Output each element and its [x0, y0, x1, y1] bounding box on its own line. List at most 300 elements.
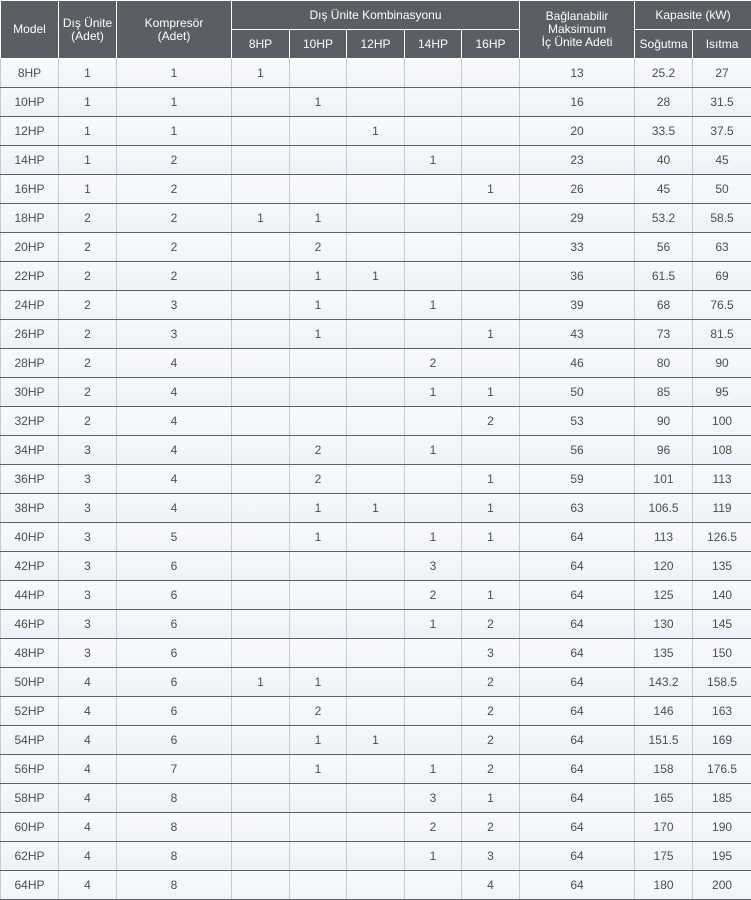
cell-10hp	[290, 175, 347, 204]
cell-max-ic-unite: 64	[520, 755, 635, 784]
cell-dis-unite-adet: 1	[59, 175, 117, 204]
cell-sogutma: 61.5	[635, 262, 693, 291]
cell-14hp: 1	[405, 436, 462, 465]
cell-model: 62HP	[1, 842, 59, 871]
cell-isitma: 185	[693, 784, 751, 813]
cell-8hp	[232, 175, 290, 204]
cell-kompresor-adet: 2	[117, 175, 232, 204]
cell-8hp	[232, 697, 290, 726]
cell-dis-unite-adet: 1	[59, 117, 117, 146]
cell-16hp	[462, 204, 520, 233]
cell-model: 48HP	[1, 639, 59, 668]
cell-16hp	[462, 117, 520, 146]
cell-max-ic-unite: 63	[520, 494, 635, 523]
cell-8hp: 1	[232, 59, 290, 88]
cell-isitma: 200	[693, 871, 751, 900]
cell-sogutma: 80	[635, 349, 693, 378]
cell-dis-unite-adet: 3	[59, 552, 117, 581]
cell-max-ic-unite: 56	[520, 436, 635, 465]
cell-isitma: 95	[693, 378, 751, 407]
cell-dis-unite-adet: 1	[59, 146, 117, 175]
cell-14hp: 1	[405, 842, 462, 871]
cell-14hp	[405, 726, 462, 755]
cell-12hp	[347, 204, 405, 233]
cell-14hp	[405, 465, 462, 494]
table-row	[1, 465, 751, 494]
cell-model: 30HP	[1, 378, 59, 407]
cell-10hp: 1	[290, 726, 347, 755]
cell-16hp: 3	[462, 639, 520, 668]
table-row	[1, 291, 751, 320]
cell-sogutma: 180	[635, 871, 693, 900]
cell-8hp	[232, 349, 290, 378]
cell-dis-unite-adet: 3	[59, 494, 117, 523]
cell-kompresor-adet: 2	[117, 262, 232, 291]
cell-max-ic-unite: 64	[520, 871, 635, 900]
cell-model: 10HP	[1, 88, 59, 117]
cell-8hp: 1	[232, 204, 290, 233]
cell-isitma: 27	[693, 59, 751, 88]
cell-sogutma: 120	[635, 552, 693, 581]
cell-max-ic-unite: 39	[520, 291, 635, 320]
cell-8hp	[232, 465, 290, 494]
cell-14hp	[405, 262, 462, 291]
table-row	[1, 610, 751, 639]
header-8hp: 8HP	[232, 30, 290, 59]
cell-kompresor-adet: 6	[117, 581, 232, 610]
header-kapasite: Kapasite (kW)	[635, 1, 751, 30]
cell-16hp: 2	[462, 668, 520, 697]
cell-isitma: 140	[693, 581, 751, 610]
table-row	[1, 233, 751, 262]
header-sogutma: Soğutma	[635, 30, 693, 59]
cell-dis-unite-adet: 2	[59, 204, 117, 233]
cell-14hp	[405, 639, 462, 668]
cell-isitma: 69	[693, 262, 751, 291]
cell-12hp	[347, 146, 405, 175]
cell-kompresor-adet: 4	[117, 465, 232, 494]
cell-kompresor-adet: 4	[117, 436, 232, 465]
cell-8hp	[232, 639, 290, 668]
cell-isitma: 169	[693, 726, 751, 755]
cell-sogutma: 146	[635, 697, 693, 726]
cell-max-ic-unite: 29	[520, 204, 635, 233]
cell-12hp	[347, 349, 405, 378]
cell-max-ic-unite: 64	[520, 668, 635, 697]
cell-sogutma: 96	[635, 436, 693, 465]
cell-12hp	[347, 755, 405, 784]
cell-model: 64HP	[1, 871, 59, 900]
cell-14hp	[405, 88, 462, 117]
table-row	[1, 378, 751, 407]
cell-isitma: 145	[693, 610, 751, 639]
cell-model: 38HP	[1, 494, 59, 523]
cell-16hp: 1	[462, 465, 520, 494]
cell-max-ic-unite: 26	[520, 175, 635, 204]
table-row	[1, 871, 751, 900]
cell-10hp: 1	[290, 668, 347, 697]
cell-10hp	[290, 639, 347, 668]
cell-sogutma: 90	[635, 407, 693, 436]
cell-8hp	[232, 523, 290, 552]
header-isitma: Isıtma	[693, 30, 751, 59]
header-dis-unite-kombinasyonu: Dış Ünite Kombinasyonu	[232, 1, 520, 30]
cell-10hp: 1	[290, 320, 347, 349]
table-row	[1, 813, 751, 842]
cell-10hp: 1	[290, 204, 347, 233]
cell-model: 40HP	[1, 523, 59, 552]
cell-kompresor-adet: 4	[117, 378, 232, 407]
cell-14hp	[405, 59, 462, 88]
cell-dis-unite-adet: 3	[59, 523, 117, 552]
cell-16hp	[462, 262, 520, 291]
cell-10hp	[290, 610, 347, 639]
cell-dis-unite-adet: 3	[59, 436, 117, 465]
table-row	[1, 668, 751, 697]
cell-16hp: 1	[462, 378, 520, 407]
cell-sogutma: 135	[635, 639, 693, 668]
cell-16hp: 2	[462, 755, 520, 784]
cell-model: 34HP	[1, 436, 59, 465]
cell-kompresor-adet: 3	[117, 291, 232, 320]
cell-10hp: 2	[290, 465, 347, 494]
cell-12hp	[347, 436, 405, 465]
cell-8hp	[232, 813, 290, 842]
table-row	[1, 146, 751, 175]
cell-isitma: 31.5	[693, 88, 751, 117]
cell-kompresor-adet: 4	[117, 407, 232, 436]
cell-8hp	[232, 871, 290, 900]
cell-max-ic-unite: 23	[520, 146, 635, 175]
cell-model: 12HP	[1, 117, 59, 146]
table-row	[1, 262, 751, 291]
cell-sogutma: 73	[635, 320, 693, 349]
cell-8hp	[232, 146, 290, 175]
cell-14hp: 2	[405, 813, 462, 842]
cell-isitma: 135	[693, 552, 751, 581]
cell-14hp: 1	[405, 523, 462, 552]
cell-sogutma: 165	[635, 784, 693, 813]
cell-16hp: 1	[462, 784, 520, 813]
cell-kompresor-adet: 8	[117, 784, 232, 813]
cell-10hp	[290, 378, 347, 407]
cell-12hp	[347, 784, 405, 813]
cell-dis-unite-adet: 4	[59, 726, 117, 755]
cell-isitma: 100	[693, 407, 751, 436]
cell-model: 58HP	[1, 784, 59, 813]
cell-8hp	[232, 117, 290, 146]
cell-kompresor-adet: 2	[117, 146, 232, 175]
cell-12hp	[347, 59, 405, 88]
cell-kompresor-adet: 1	[117, 117, 232, 146]
cell-12hp	[347, 291, 405, 320]
cell-sogutma: 151.5	[635, 726, 693, 755]
cell-model: 54HP	[1, 726, 59, 755]
cell-16hp	[462, 349, 520, 378]
cell-dis-unite-adet: 2	[59, 262, 117, 291]
cell-sogutma: 85	[635, 378, 693, 407]
cell-max-ic-unite: 64	[520, 842, 635, 871]
cell-kompresor-adet: 6	[117, 639, 232, 668]
cell-sogutma: 113	[635, 523, 693, 552]
table-row	[1, 88, 751, 117]
cell-isitma: 81.5	[693, 320, 751, 349]
cell-isitma: 45	[693, 146, 751, 175]
cell-12hp: 1	[347, 117, 405, 146]
cell-16hp	[462, 436, 520, 465]
cell-max-ic-unite: 64	[520, 697, 635, 726]
table-row	[1, 523, 751, 552]
cell-10hp	[290, 349, 347, 378]
cell-max-ic-unite: 59	[520, 465, 635, 494]
cell-8hp	[232, 755, 290, 784]
table-row	[1, 639, 751, 668]
cell-dis-unite-adet: 4	[59, 668, 117, 697]
cell-kompresor-adet: 6	[117, 668, 232, 697]
cell-sogutma: 28	[635, 88, 693, 117]
cell-sogutma: 40	[635, 146, 693, 175]
cell-16hp	[462, 233, 520, 262]
cell-sogutma: 175	[635, 842, 693, 871]
cell-dis-unite-adet: 2	[59, 407, 117, 436]
cell-sogutma: 158	[635, 755, 693, 784]
cell-8hp	[232, 726, 290, 755]
table-row	[1, 552, 751, 581]
cell-10hp	[290, 59, 347, 88]
cell-10hp: 1	[290, 494, 347, 523]
cell-10hp	[290, 146, 347, 175]
table-row	[1, 697, 751, 726]
cell-kompresor-adet: 8	[117, 842, 232, 871]
cell-dis-unite-adet: 1	[59, 59, 117, 88]
cell-max-ic-unite: 20	[520, 117, 635, 146]
cell-12hp	[347, 842, 405, 871]
cell-12hp	[347, 523, 405, 552]
table-row	[1, 320, 751, 349]
cell-14hp: 3	[405, 552, 462, 581]
cell-max-ic-unite: 64	[520, 639, 635, 668]
cell-14hp	[405, 871, 462, 900]
cell-model: 44HP	[1, 581, 59, 610]
cell-model: 22HP	[1, 262, 59, 291]
cell-dis-unite-adet: 2	[59, 291, 117, 320]
cell-model: 8HP	[1, 59, 59, 88]
cell-kompresor-adet: 1	[117, 88, 232, 117]
cell-14hp: 1	[405, 610, 462, 639]
table-row	[1, 349, 751, 378]
cell-max-ic-unite: 33	[520, 233, 635, 262]
cell-10hp: 1	[290, 291, 347, 320]
cell-16hp: 1	[462, 175, 520, 204]
header-model: Model	[1, 1, 59, 59]
cell-14hp	[405, 668, 462, 697]
table-row	[1, 204, 751, 233]
header-dis-unite-adet: Dış Ünite (Adet)	[59, 1, 117, 59]
header-baglanabilir-ic-unite: Bağlanabilir Maksimum İç Ünite Adeti	[520, 1, 635, 59]
cell-10hp: 2	[290, 233, 347, 262]
cell-8hp	[232, 291, 290, 320]
table-row	[1, 117, 751, 146]
cell-sogutma: 106.5	[635, 494, 693, 523]
cell-sogutma: 125	[635, 581, 693, 610]
cell-10hp	[290, 784, 347, 813]
cell-14hp: 2	[405, 581, 462, 610]
cell-max-ic-unite: 64	[520, 552, 635, 581]
cell-10hp: 2	[290, 697, 347, 726]
cell-16hp: 2	[462, 813, 520, 842]
cell-10hp	[290, 407, 347, 436]
cell-8hp	[232, 436, 290, 465]
cell-sogutma: 45	[635, 175, 693, 204]
cell-8hp	[232, 320, 290, 349]
table-body	[1, 59, 751, 900]
cell-14hp	[405, 204, 462, 233]
cell-isitma: 126.5	[693, 523, 751, 552]
cell-16hp: 4	[462, 871, 520, 900]
cell-max-ic-unite: 64	[520, 813, 635, 842]
cell-dis-unite-adet: 2	[59, 233, 117, 262]
cell-model: 28HP	[1, 349, 59, 378]
cell-16hp	[462, 59, 520, 88]
cell-12hp: 1	[347, 494, 405, 523]
table-row	[1, 494, 751, 523]
header-14hp: 14HP	[405, 30, 462, 59]
cell-14hp	[405, 320, 462, 349]
cell-16hp: 1	[462, 523, 520, 552]
cell-isitma: 190	[693, 813, 751, 842]
cell-12hp	[347, 639, 405, 668]
cell-14hp: 1	[405, 755, 462, 784]
cell-dis-unite-adet: 4	[59, 755, 117, 784]
header-12hp: 12HP	[347, 30, 405, 59]
cell-12hp: 1	[347, 262, 405, 291]
cell-sogutma: 143.2	[635, 668, 693, 697]
cell-8hp	[232, 407, 290, 436]
cell-model: 56HP	[1, 755, 59, 784]
cell-10hp: 2	[290, 436, 347, 465]
cell-16hp: 2	[462, 610, 520, 639]
cell-dis-unite-adet: 3	[59, 639, 117, 668]
cell-16hp: 2	[462, 407, 520, 436]
header-10hp: 10HP	[290, 30, 347, 59]
cell-sogutma: 68	[635, 291, 693, 320]
table-row	[1, 581, 751, 610]
cell-isitma: 58.5	[693, 204, 751, 233]
cell-12hp	[347, 378, 405, 407]
cell-kompresor-adet: 7	[117, 755, 232, 784]
cell-8hp	[232, 233, 290, 262]
table-row	[1, 755, 751, 784]
cell-14hp: 1	[405, 146, 462, 175]
cell-isitma: 150	[693, 639, 751, 668]
cell-16hp	[462, 291, 520, 320]
cell-kompresor-adet: 3	[117, 320, 232, 349]
cell-kompresor-adet: 5	[117, 523, 232, 552]
cell-16hp: 1	[462, 320, 520, 349]
cell-8hp	[232, 262, 290, 291]
cell-10hp: 1	[290, 262, 347, 291]
cell-isitma: 119	[693, 494, 751, 523]
cell-isitma: 163	[693, 697, 751, 726]
cell-model: 42HP	[1, 552, 59, 581]
cell-kompresor-adet: 6	[117, 610, 232, 639]
cell-model: 16HP	[1, 175, 59, 204]
cell-kompresor-adet: 4	[117, 494, 232, 523]
cell-10hp	[290, 871, 347, 900]
cell-12hp	[347, 610, 405, 639]
cell-dis-unite-adet: 4	[59, 842, 117, 871]
cell-model: 36HP	[1, 465, 59, 494]
cell-12hp	[347, 581, 405, 610]
cell-dis-unite-adet: 2	[59, 349, 117, 378]
cell-model: 52HP	[1, 697, 59, 726]
cell-14hp	[405, 175, 462, 204]
cell-sogutma: 25.2	[635, 59, 693, 88]
cell-10hp	[290, 552, 347, 581]
cell-kompresor-adet: 2	[117, 204, 232, 233]
cell-kompresor-adet: 6	[117, 552, 232, 581]
table-row	[1, 436, 751, 465]
cell-sogutma: 170	[635, 813, 693, 842]
cell-12hp	[347, 88, 405, 117]
cell-16hp: 2	[462, 726, 520, 755]
cell-8hp: 1	[232, 668, 290, 697]
cell-dis-unite-adet: 3	[59, 465, 117, 494]
cell-dis-unite-adet: 3	[59, 581, 117, 610]
cell-isitma: 113	[693, 465, 751, 494]
cell-dis-unite-adet: 4	[59, 697, 117, 726]
cell-16hp: 2	[462, 697, 520, 726]
cell-16hp: 1	[462, 494, 520, 523]
cell-dis-unite-adet: 4	[59, 784, 117, 813]
cell-sogutma: 130	[635, 610, 693, 639]
cell-12hp	[347, 668, 405, 697]
cell-max-ic-unite: 53	[520, 407, 635, 436]
cell-10hp: 1	[290, 523, 347, 552]
cell-model: 18HP	[1, 204, 59, 233]
cell-12hp	[347, 813, 405, 842]
cell-8hp	[232, 610, 290, 639]
cell-max-ic-unite: 16	[520, 88, 635, 117]
cell-14hp	[405, 117, 462, 146]
cell-max-ic-unite: 64	[520, 523, 635, 552]
cell-16hp	[462, 552, 520, 581]
cell-isitma: 76.5	[693, 291, 751, 320]
cell-max-ic-unite: 64	[520, 726, 635, 755]
cell-max-ic-unite: 64	[520, 784, 635, 813]
cell-max-ic-unite: 64	[520, 610, 635, 639]
cell-model: 26HP	[1, 320, 59, 349]
cell-12hp	[347, 320, 405, 349]
cell-8hp	[232, 494, 290, 523]
cell-isitma: 90	[693, 349, 751, 378]
cell-sogutma: 56	[635, 233, 693, 262]
header-kompresor-adet: Kompresör (Adet)	[117, 1, 232, 59]
cell-model: 60HP	[1, 813, 59, 842]
cell-10hp: 1	[290, 88, 347, 117]
cell-12hp	[347, 552, 405, 581]
cell-8hp	[232, 552, 290, 581]
cell-isitma: 158.5	[693, 668, 751, 697]
cell-isitma: 50	[693, 175, 751, 204]
cell-10hp	[290, 842, 347, 871]
cell-dis-unite-adet: 4	[59, 813, 117, 842]
table-row	[1, 784, 751, 813]
cell-10hp	[290, 581, 347, 610]
cell-kompresor-adet: 4	[117, 349, 232, 378]
cell-max-ic-unite: 13	[520, 59, 635, 88]
cell-14hp	[405, 233, 462, 262]
